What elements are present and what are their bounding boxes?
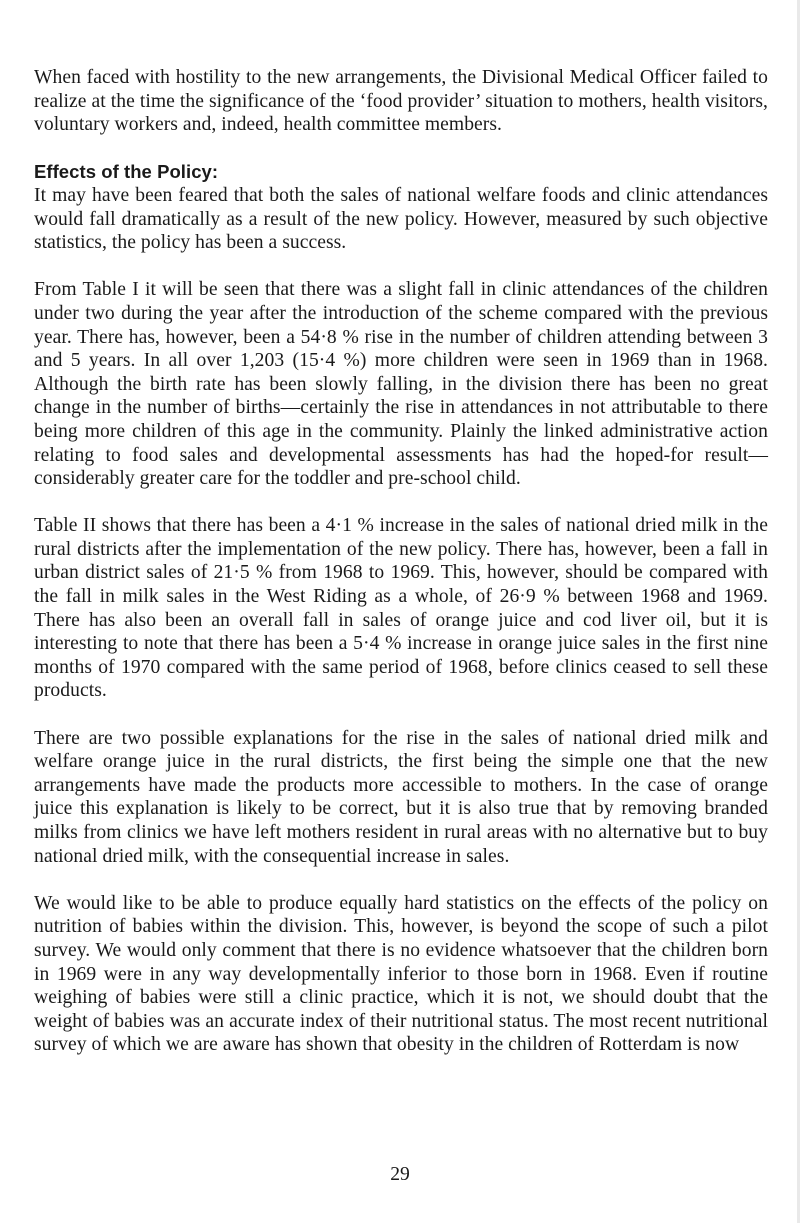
paragraph-explanations: There are two possible explanations for the rise in the sales of national dried milk and welfare orange juice in the rural districts, the first being the simple one that the new arrangements have made the products more accessible to mothers. In the case of orange juice this explanation is likely to be correct, but it is also true that by removing branded milks from clinics we have left mothers resident in rural areas with no alternative but to buy national dried milk, with the consequential increase in sales. [34, 727, 768, 867]
paragraph-nutrition: We would like to be able to produce equally hard statistics on the effects of the policy on nutrition of babies within the division. This, however, is beyond the scope of such a pilot survey. We would only comment that there is no evidence whatsoever that the children born in 1969 were in any way developmentally inferior to those born in 1968. Even if routine weighing of babies were still a clinic practice, which it is not, we should doubt that the weight of babies was an accurate index of their nutritional status. The most recent nutritional survey of which we are aware has shown that obesity in the children of Rotterdam is now [34, 892, 768, 1056]
paragraph-policy-success: It may have been feared that both the sales of national welfare foods and clinic attendances would fall dramatically as a result of the new policy. However, measured by such objective statistics, the policy has been a success. [34, 184, 768, 254]
section-heading: Effects of the Policy: [34, 161, 219, 183]
page-number: 29 [390, 1164, 410, 1185]
paragraph-food-provider: When faced with hostility to the new arrangements, the Divisional Medical Officer failed to realize at the time the significance of the ‘food provider’ situation to mothers, health visitors, voluntary workers and, indeed, health committee members. [34, 67, 768, 136]
document-page [34, 66, 768, 1081]
paragraph-table-one: From Table I it will be seen that there was a slight fall in clinic attendances of the children under two during the year after the introduction of the scheme compared with the previous year. There has, however, been a 54·8 % rise in the number of children attending between 3 and 5 years. In all over 1,203 (15·4 %) more children were seen in 1969 than in 1968. Although the birth rate has been slowly falling, in the division there has been no great change in the number of births—certainly the rise in attendances in not attributable to there being more children of this age in the community. Plainly the linked administrative action relating to food sales and developmental assessments has had the hoped-for result—considerably greater care for the toddler and pre-school child. [34, 279, 768, 490]
paragraph-table-two: Table II shows that there has been a 4·1 % increase in the sales of national dried milk in the rural districts after the implementation of the new policy. There has, however, been a fall in urban district sales of 21·5 % from 1968 to 1969. This, however, should be compared with the fall in milk sales in the West Riding as a whole, of 26·9 % between 1968 and 1969. There has also been an overall fall in sales of orange juice and cod liver oil, but it is interesting to note that there has been a 5·4 % increase in orange juice sales in the first nine months of 1970 compared with the same period of 1968, before clinics ceased to sell these products. [34, 515, 768, 702]
